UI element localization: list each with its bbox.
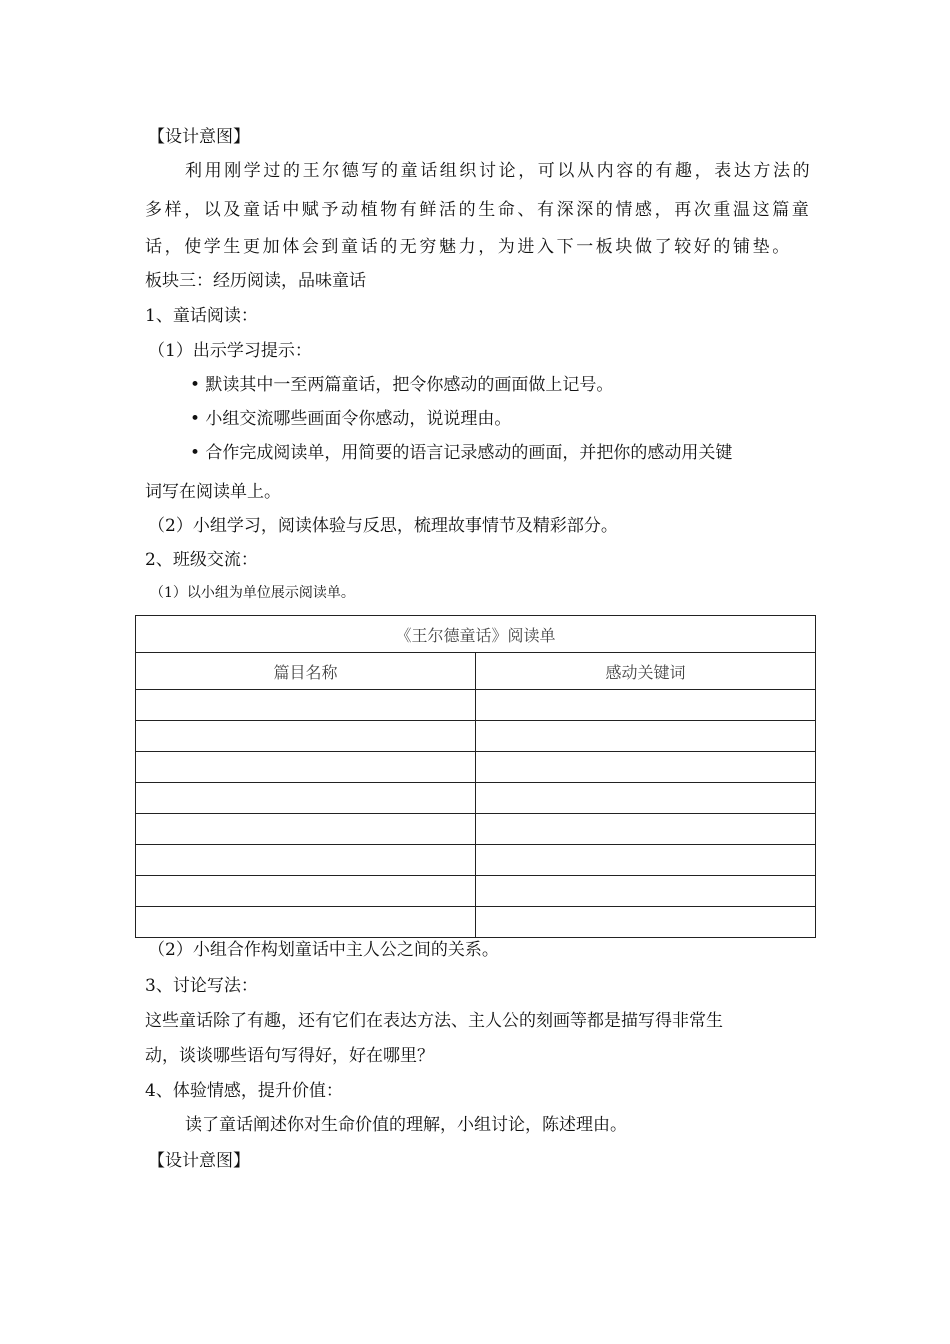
table-row [136,783,816,814]
bullet-item: • 小组交流哪些画面令你感动，说说理由。 [190,409,512,429]
numbered-heading: 4、体验情感，提升价值： [145,1081,343,1101]
table-row [136,907,816,938]
paragraph-line: 利用刚学过的王尔德写的童话组织讨论，可以从内容的有趣，表达方法的 [185,161,813,181]
table-cell [476,690,816,721]
table-cell [136,783,476,814]
reading-sheet-table [135,615,816,938]
sub-heading: （1）出示学习提示： [148,341,312,361]
table-cell [476,721,816,752]
paragraph-line: 读了童话阐述你对生命价值的理解，小组讨论，陈述理由。 [185,1115,627,1135]
table-header-keywords: 感动关键词 [476,653,816,690]
table-cell [136,876,476,907]
table-cell [136,721,476,752]
paragraph-line: 多样，以及童话中赋予动植物有鲜活的生命、有深深的情感，再次重温这篇童 [145,200,812,220]
table-cell [476,752,816,783]
table-row [136,876,816,907]
table-title: 《王尔德童话》阅读单 [136,616,816,653]
paragraph-line: 话，使学生更加体会到童话的无穷魅力，为进入下一板块做了较好的铺垫。 [145,237,792,257]
paragraph-line: 动，谈谈哪些语句写得好，好在哪里？ [145,1046,434,1066]
table-cell [136,752,476,783]
table-cell [136,845,476,876]
paragraph-line: 这些童话除了有趣，还有它们在表达方法、主人公的刻画等都是描写得非常生 [145,1011,723,1031]
table-row [136,721,816,752]
table-header-title: 篇目名称 [136,653,476,690]
table-row [136,814,816,845]
bullet-item: • 合作完成阅读单，用简要的语言记录感动的画面，并把你的感动用关键 [190,443,733,463]
table-row [136,845,816,876]
table-cell [476,876,816,907]
table-cell [476,845,816,876]
table-cell [136,907,476,938]
table-cell [476,783,816,814]
table-row [136,752,816,783]
bullet-item: • 默读其中一至两篇童话，把令你感动的画面做上记号。 [190,375,614,395]
numbered-heading: 1、童话阅读： [145,306,258,326]
table-cell [476,814,816,845]
sub-heading: （2）小组学习，阅读体验与反思，梳理故事情节及精彩部分。 [148,516,618,536]
numbered-heading: 3、讨论写法： [145,976,258,996]
numbered-heading: 2、班级交流： [145,550,258,570]
section-heading: 【设计意图】 [148,1151,250,1171]
bullet-item-continuation: 词写在阅读单上。 [145,482,281,502]
sub-heading: （1）以小组为单位展示阅读单。 [150,585,355,601]
section-heading: 板块三：经历阅读，品味童话 [145,271,366,291]
table-row [136,690,816,721]
table-cell [476,907,816,938]
section-heading: 【设计意图】 [148,127,250,147]
table-cell [136,814,476,845]
table-cell [136,690,476,721]
sub-heading: （2）小组合作构划童话中主人公之间的关系。 [148,940,499,960]
